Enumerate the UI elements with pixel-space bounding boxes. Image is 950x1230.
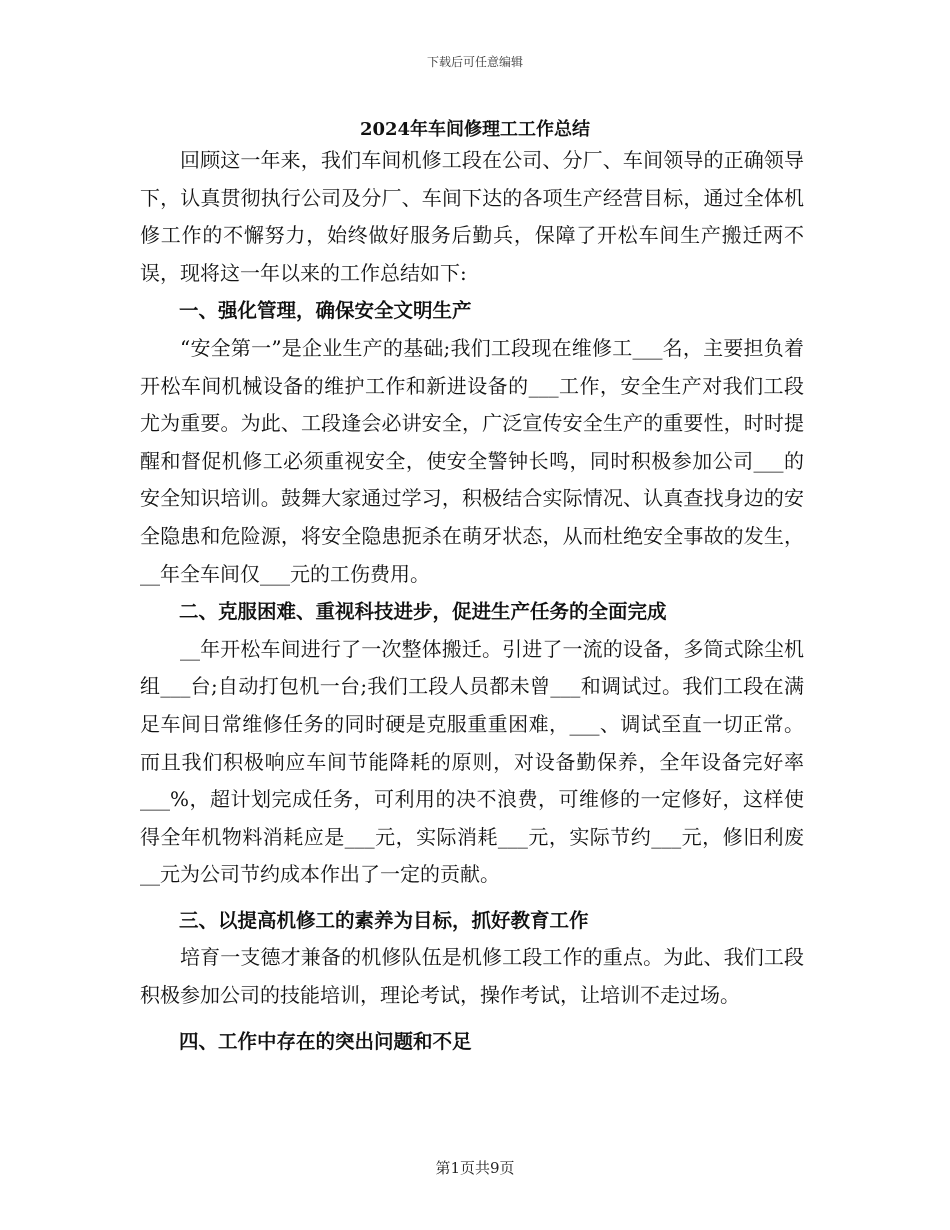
document-title: 2024年车间修理工工作总结 [359,119,591,140]
section-2-heading: 二、克服困难、重视科技进步，促进生产任务的全面完成 [179,600,667,624]
section-3-body: 培育一支德才兼备的机修队伍是机修工段工作的重点。为此、我们工段积极参加公司的技能培训，理论考试，操作考试，让培训不走过场。 [140,945,804,1008]
section-3-heading: 三、以提高机修工的素养为目标，抓好教育工作 [179,908,589,932]
section-2-body: __年开松车间进行了一次整体搬迁。引进了一流的设备，多筒式除尘机组___台;自动打包机一台;我们工段人员都未曾___和调试过。我们工段在满足车间日常维修任务的同时硬是克服重重困难，___、调试至直一切正常。而且我们积极响应车间节能降耗的原则，对设备勤保养，全年设备完好率___%，超计划完成任务，可利用的决不浪费，可维修的一定修好，这样使得全年机物料消耗应是___元，实际消耗___元，实际节约___元，修旧利废__元为公司节约成本作出了一定的贡献。 [140,636,804,887]
page-header-note: 下载后可任意编辑 [426,55,523,69]
intro-paragraph: 回顾这一年来，我们车间机修工段在公司、分厂、车间领导的正确领导下，认真贯彻执行公司及分厂、车间下达的各项生产经营目标，通过全体机修工作的不懈努力，始终做好服务后勤兵，保障了开松车间生产搬迁两不误，现将这一年以来的工作总结如下: [140,148,804,285]
page-footer-number: 第1页共9页 [435,1159,515,1177]
section-1-heading: 一、强化管理，确保安全文明生产 [179,299,472,323]
section-4-heading: 四、工作中存在的突出问题和不足 [179,1029,472,1053]
document-body [140,142,804,1060]
section-1-body: “安全第一”是企业生产的基础;我们工段现在维修工___名，主要担负着开松车间机械设备的维护工作和新进设备的___工作，安全生产对我们工段尤为重要。为此、工段逢会必讲安全，广泛宣传安全生产的重要性，时时提醒和督促机修工必须重视安全，使安全警钟长鸣，同时积极参加公司___的安全知识培训。鼓舞大家通过学习，积极结合实际情况、认真查找身边的安全隐患和危险源，将安全隐患扼杀在萌牙状态，从而杜绝安全事故的发生，__年全车间仅___元的工伤费用。 [140,335,804,586]
